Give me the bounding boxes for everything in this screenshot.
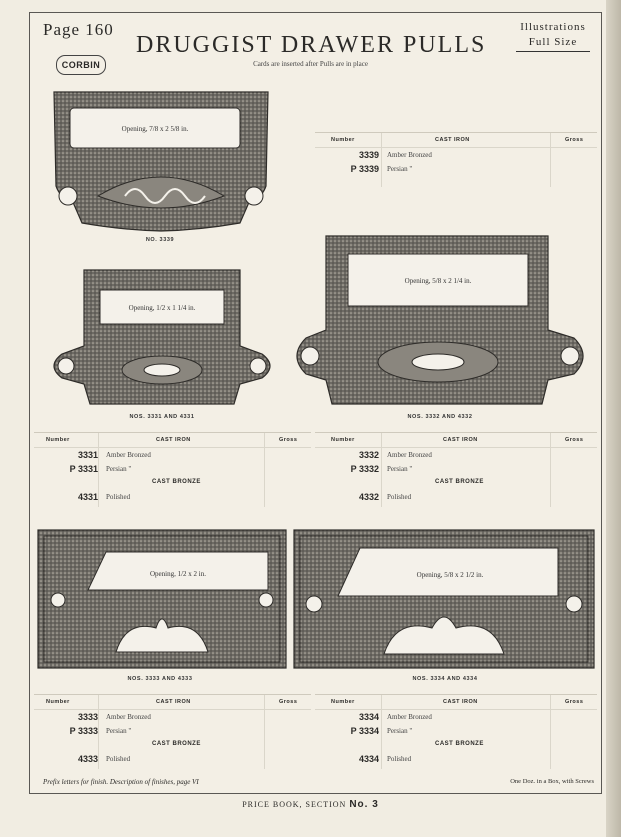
drawer-pull-3331-illustration [44, 266, 280, 410]
page-subtitle: Cards are inserted after Pulls are in place [253, 60, 368, 68]
cast-iron-header: CAST IRON [435, 137, 470, 143]
table-row: 3332 Amber Bronzed [358, 450, 432, 460]
gross-header: Gross [565, 137, 584, 143]
pull-3332-caption: NOS. 3332 AND 4332 [407, 414, 473, 420]
drawer-pull-3333-illustration [36, 528, 288, 670]
price-table-3332: Number CAST IRON Gross 3332 Amber Bronzed P 3332 Persian " CAST BRONZE 4332 Polished [315, 432, 597, 507]
opening-size-label: Opening, 7/8 x 2 5/8 in. [121, 125, 189, 133]
price-book-section: PRICE BOOK, SECTION No. 3 [242, 799, 379, 810]
opening-size-label: Opening, 5/8 x 2 1/4 in. [404, 277, 472, 285]
table-row: 3331 Amber Bronzed [77, 450, 151, 460]
table-row: 4334 Polished [358, 754, 412, 764]
price-table-3331: Number CAST IRON Gross 3331 Amber Bronzed P 3331 Persian " CAST BRONZE 4331 Polished [34, 432, 311, 507]
section-number: No. 3 [349, 799, 379, 810]
table-row: P 3334 Persian " [350, 726, 413, 736]
number-header: Number [331, 137, 355, 143]
table-row: 4332 Polished [358, 492, 412, 502]
table-row: P 3333 Persian " [69, 726, 132, 736]
illustrations-label: Illustrations [520, 21, 586, 33]
table-row: 3333 Amber Bronzed [77, 712, 151, 722]
table-row: 3339 Amber Bronzed [358, 150, 432, 160]
book-spine-edge [606, 0, 621, 837]
drawer-pull-3339-illustration [50, 88, 272, 234]
opening-size-label: Opening, 5/8 x 2 1/2 in. [416, 571, 484, 579]
page-title: DRUGGIST DRAWER PULLS [136, 32, 487, 58]
table-row: P 3339 Persian " [350, 164, 413, 174]
full-size-label: Full Size [516, 35, 590, 52]
pull-3339-caption: NO. 3339 [145, 237, 175, 243]
table-row: P 3331 Persian " [69, 464, 132, 474]
table-row: 3334 Amber Bronzed [358, 712, 432, 722]
finish-prefix-note: Prefix letters for finish. Description of finishes, page VI [43, 778, 199, 786]
opening-size-label: Opening, 1/2 x 1 1/4 in. [128, 304, 196, 312]
drawer-pull-3334-illustration [292, 528, 596, 670]
table-row: 4331 Polished [77, 492, 131, 502]
pull-3333-caption: NOS. 3333 AND 4333 [127, 676, 193, 682]
opening-size-label: Opening, 1/2 x 2 in. [150, 570, 206, 578]
packaging-note: One Doz. in a Box, with Screws [510, 778, 594, 785]
corbin-logo: CORBIN [56, 55, 106, 75]
table-row: 4333 Polished [77, 754, 131, 764]
pull-3334-caption: NOS. 3334 AND 4334 [412, 676, 478, 682]
price-table-3334: Number CAST IRON Gross 3334 Amber Bronzed P 3334 Persian " CAST BRONZE 4334 Polished [315, 694, 597, 769]
price-table-3339 [315, 132, 597, 187]
illustrations-note [516, 20, 590, 52]
drawer-pull-3332-illustration [286, 232, 596, 408]
pull-3331-caption: NOS. 3331 AND 4331 [129, 414, 195, 420]
page-number: Page 160 [43, 20, 114, 39]
table-row: P 3332 Persian " [350, 464, 413, 474]
price-table-3333: Number CAST IRON Gross 3333 Amber Bronzed P 3333 Persian " CAST BRONZE 4333 Polished [34, 694, 311, 769]
